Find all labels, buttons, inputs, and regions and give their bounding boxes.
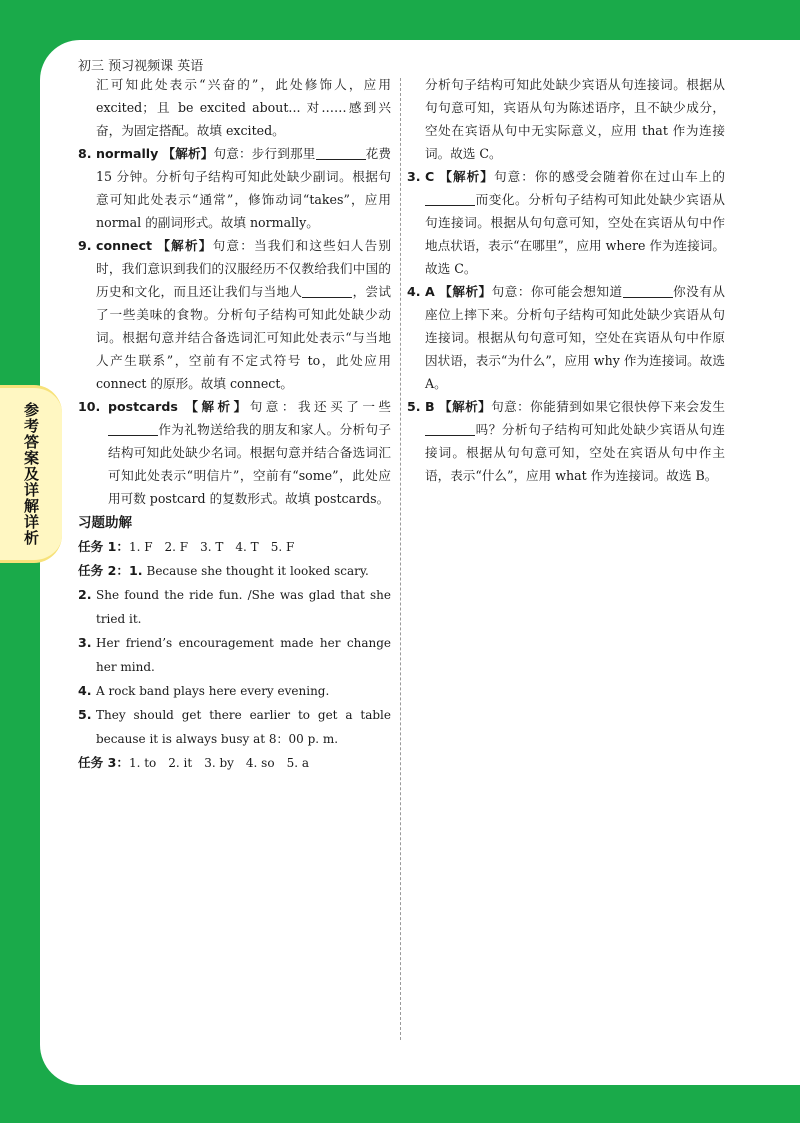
answer-key-side-tab: [0, 385, 62, 563]
section-title: 习题助解: [78, 515, 132, 531]
answer-item-4: 4. A 【解析】句意：你可能会想知道 你没有从座位上摔下来。分析句子结构可知此处缺少宾语从句连接词。根据从句句意可知，空处在宾语从句中作原因状语，表示“为什么”，应用 why 作为连接词。故选 A。: [407, 284, 726, 391]
task-1-answers: 任务 1：1. F 2. F 3. T 4. T 5. F: [78, 539, 295, 554]
answer-item-9: 9. connect 【解析】句意：当我们和这些妇人告别时，我们意识到我们的汉服经历不仅教给我们中国的历史和文化，而且还让我们与当地人 ，尝试了一些美味的食物。分析句子结构可知此处缺少动词。根据句意并结合备选词汇可知此处表示“与当地人产生联系”，空前有不定式符号 to，此处应用 connect 的原形。故填 connect。: [78, 238, 392, 391]
answer-key: C: [425, 169, 435, 184]
continued-explanation: 分析句子结构可知此处缺少宾语从句连接词。根据从句句意可知，宾语从句为陈述语序，且不缺少成分，空处在宾语从句中无实际意义，应用 that 作为连接词。故选 C。: [425, 77, 725, 161]
answer-item-5: 5. B 【解析】句意：你能猜到如果它很快停下来会发生吗？分析句子结构可知此处缺少宾语从句连接词。根据从句句意可知，空处在宾语从句中作主语，表示“什么”，应用 what 作为连接词。故选 B。: [407, 399, 726, 483]
task-2-item-3: 3. Her friend’s encouragement made her change her mind.: [78, 635, 391, 674]
side-tab-label: 参考答案及详解详析: [22, 402, 40, 546]
task-3-answers: 任务 3：1. to 2. it 3. by 4. so 5. a: [78, 755, 309, 770]
answer-blank: [425, 191, 475, 206]
column-divider: [400, 78, 401, 1040]
answer-blank: [623, 283, 673, 298]
task-2-item-2: 2. She found the ride fun. /She was glad that she tried it.: [78, 587, 391, 626]
task-2-item-5: 5. They should get there earlier to get a table because it is always busy at 8：00 p. m.: [78, 707, 391, 746]
answer-blank: [108, 421, 158, 436]
answer-key: postcards: [108, 399, 178, 414]
answer-item-3: 3. C 【解析】句意：你的感受会随着你在过山车上的而变化。分析句子结构可知此处缺少宾语从句连接词。根据从句句意可知，空处在宾语从句中作地点状语，表示“在哪里”，应用 where 作为连接词。故选 C。: [407, 169, 726, 276]
answer-item-10: 10. postcards 【解析】句意：我还买了一些作为礼物送给我的朋友和家人。分析句子结构可知此处缺少名词。根据句意并结合备选词汇可知此处表示“明信片”，空前有“some”，此处应用可数 postcard 的复数形式。故填 postcards。: [78, 399, 391, 506]
answer-blank: [316, 145, 366, 160]
answer-key: normally: [96, 146, 159, 161]
answer-blank: [302, 283, 352, 298]
answer-key: B: [425, 399, 435, 414]
continued-explanation: 汇可知此处表示“兴奋的”，此处修饰人，应用 excited；且 be excited about... 对……感到兴奋，为固定搭配。故填 excited。: [96, 77, 391, 138]
answer-blank: [425, 421, 475, 436]
answer-key: A: [425, 284, 435, 299]
page-header: 初三 预习视频课 英语: [78, 59, 204, 74]
answer-item-8: 8. normally 【解析】句意：步行到那里 花费 15 分钟。分析句子结构可知此处缺少副词。根据句意可知此处表示“通常”，修饰动词“takes”，应用 normal 的副词形式。故填 normally。: [78, 146, 392, 230]
left-column: [78, 73, 391, 775]
task-2-item-4: 4. A rock band plays here every evening.: [78, 683, 330, 698]
right-column: [407, 73, 725, 487]
task-2-label-row: 任务 2：1. Because she thought it looked scary.: [78, 563, 369, 578]
answer-key: connect: [96, 238, 153, 253]
